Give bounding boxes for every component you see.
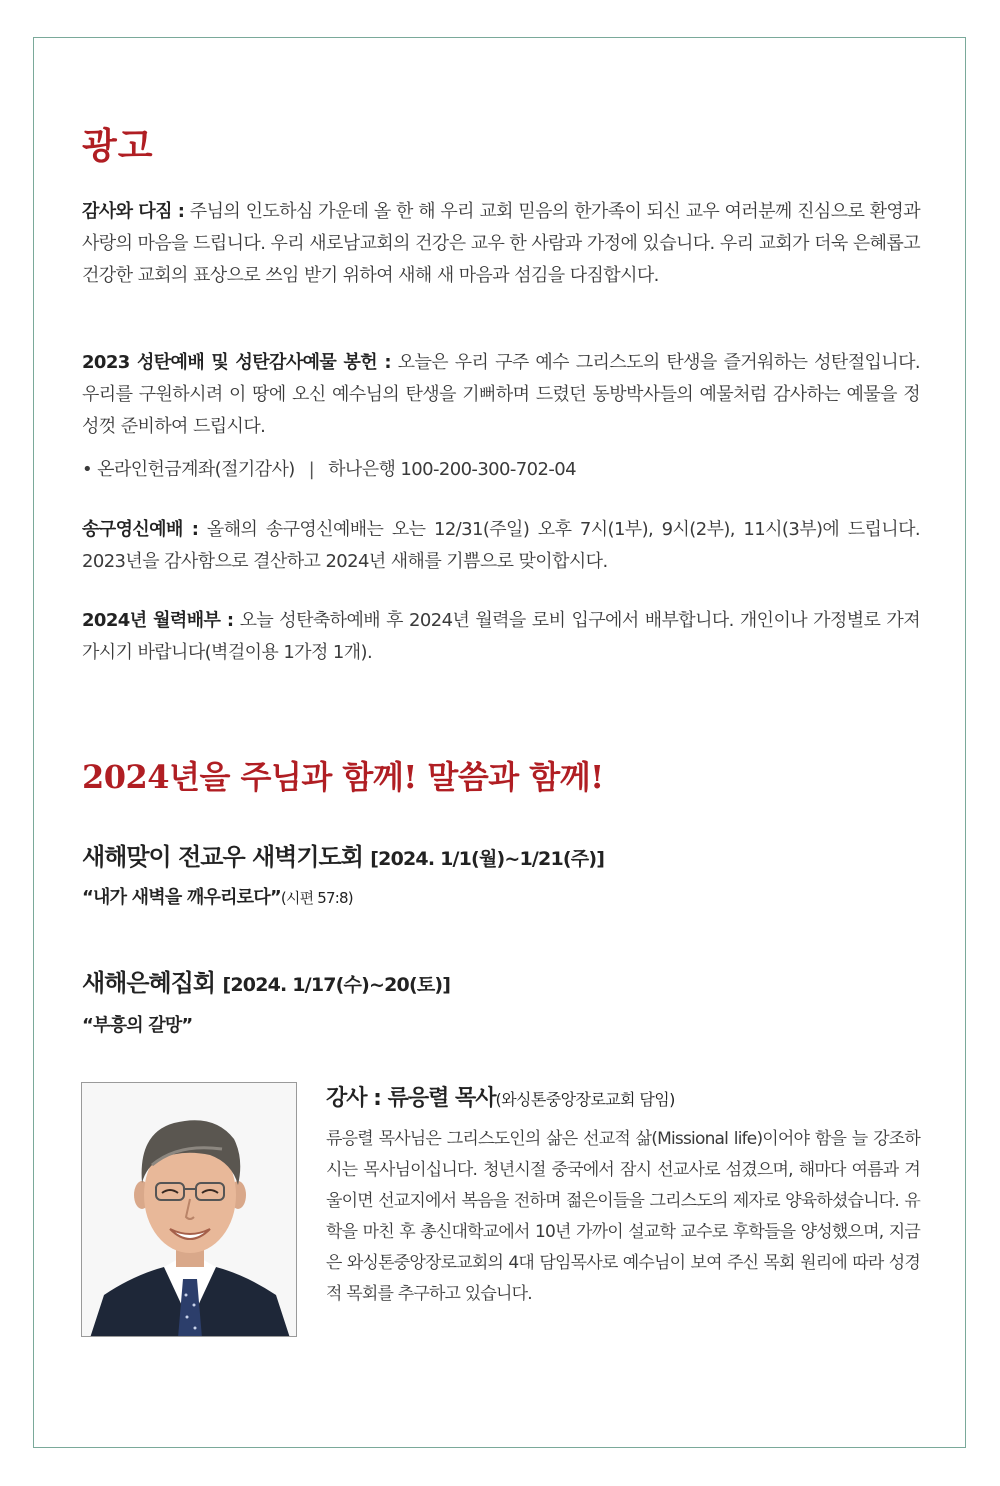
event-name: 새해은혜집회 [82, 969, 216, 997]
quote-text: “부흥의 갈망” [82, 1015, 193, 1036]
quote-text: “내가 새벽을 깨우리로다” [82, 887, 281, 908]
speaker-portrait-image [82, 1083, 297, 1337]
event-quote [82, 884, 353, 912]
speaker-name [326, 1083, 675, 1116]
separator: | [308, 459, 315, 480]
event-dates: [2024. 1/17(수)~20(토)] [222, 974, 451, 996]
ad-item-text: 오늘은 우리 구주 예수 그리스도의 탄생을 즐거워하는 성탄절입니다. 우리를 구원하시려 이 땅에 오신 예수님의 탄생을 기뻐하며 드렸던 동방박사들의 예물처럼 감사하는 예물을 정성껏 준비하여 드립시다. [82, 352, 920, 437]
ads-title: 광고 [82, 125, 154, 167]
ad-item-label: 송구영신예배 : [82, 519, 199, 540]
ad-item-calendar [82, 605, 920, 669]
event-quote [82, 1012, 192, 1040]
event-dates: [2024. 1/1(월)~1/21(주)] [370, 848, 605, 870]
account-line [82, 456, 576, 484]
ad-item-text: 올해의 송구영신예배는 오는 12/31(주일) 오후 7시(1부), 9시(2부), 11시(3부)에 드립니다. 2023년을 감사함으로 결산하고 2024년 새해를 기쁨으로 맞이합시다. [82, 519, 921, 572]
speaker-photo [81, 1082, 297, 1337]
year-title: 2024년을 주님과 함께! 말씀과 함께! [82, 758, 604, 796]
bullet: • [82, 459, 93, 480]
ad-item-text: 오늘 성탄축하예배 후 2024년 월력을 로비 입구에서 배부합니다. 개인이나 가정별로 가져가시기 바랍니다(벽걸이용 1가정 1개). [82, 610, 920, 663]
ad-item-text: 주님의 인도하심 가운데 올 한 해 우리 교회 믿음의 한가족이 되신 교우 여러분께 진심으로 환영과 사랑의 마음을 드립니다. 우리 새로남교회의 건강은 교우 한 사람과 가정에 있습니다. 우리 교회가 더욱 은혜롭고 건강한 교회의 표상으로 쓰임 받기 위하여 새해 새 마음과 섬김을 다짐합시다. [82, 201, 921, 286]
speaker-name-text: 강사 : 류응렬 목사 [326, 1086, 496, 1111]
ad-item-newyear-eve [82, 514, 920, 578]
account-label: 온라인헌금계좌(절기감사) [97, 459, 295, 480]
speaker-role: (와싱톤중앙장로교회 담임) [495, 1090, 675, 1109]
ad-item-label: 2023 성탄예배 및 성탄감사예물 봉헌 : [82, 352, 391, 373]
ad-item-label: 2024년 월력배부 : [82, 610, 234, 631]
ad-item-christmas [82, 347, 920, 443]
ad-item-label: 감사와 다짐 : [82, 201, 185, 222]
event-title-revival [82, 966, 450, 1002]
ad-item-thanks [82, 196, 920, 292]
quote-reference: (시편 57:8) [280, 889, 353, 907]
account-number: 하나은행 100-200-300-702-04 [328, 459, 576, 480]
event-name: 새해맞이 전교우 새벽기도회 [82, 843, 363, 871]
speaker-bio: 류응렬 목사님은 그리스도인의 삶은 선교적 삶(Missional life)이어야 함을 늘 강조하시는 목사님이십니다. 청년시절 중국에서 잠시 선교사로 섬겼으며, 해마다 여름과 겨울이면 선교지에서 복음을 전하며 젊은이들을 그리스도의 제자로 양육하셨습니다. 유학을 마친 후 총신대학교에서 10년 가까이 설교학 교수로 후학들을 양성했으며, 지금은 와싱톤중앙장로교회의 4대 담임목사로 예수님이 보여 주신 목회 원리에 따라 성경적 목회를 추구하고 있습니다. [326, 1129, 920, 1304]
event-title-dawn-prayer [82, 840, 604, 876]
